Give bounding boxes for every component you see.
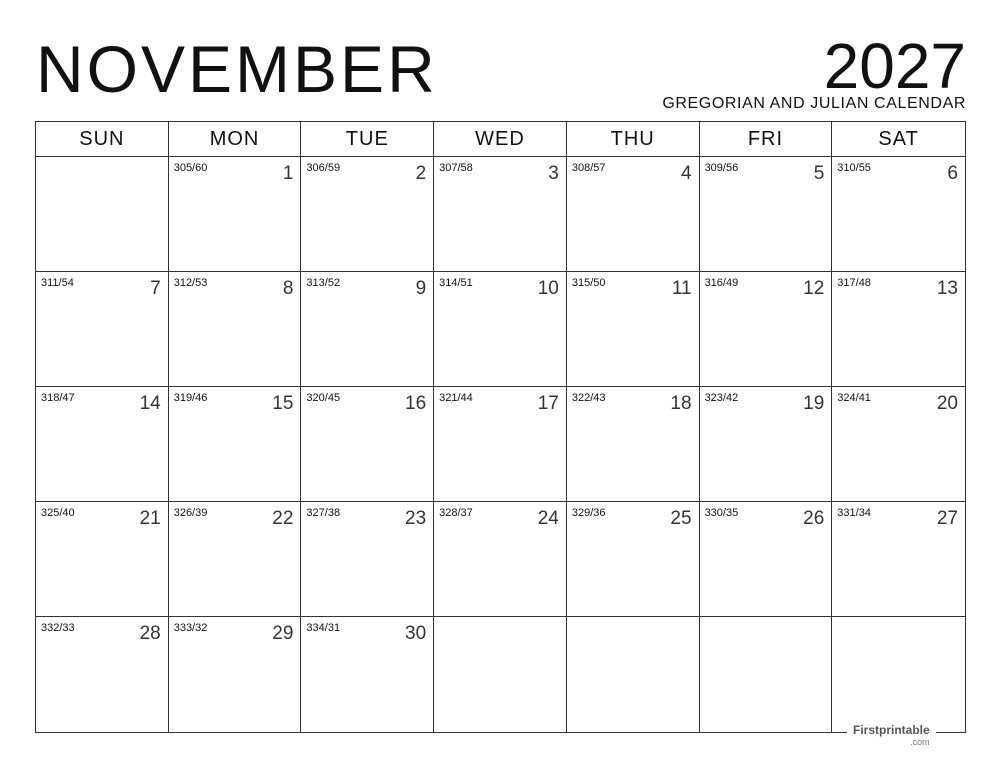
day-number: 2: [415, 163, 427, 184]
julian-day-label: 330/35: [704, 507, 739, 519]
day-cell: [700, 387, 833, 502]
day-cell: [301, 272, 434, 387]
day-cell: [36, 272, 169, 387]
day-number: 21: [139, 508, 161, 529]
day-cell: [301, 387, 434, 502]
julian-day-label: 312/53: [173, 277, 208, 289]
calendar-grid: [35, 121, 966, 733]
day-cell: [169, 157, 302, 272]
day-number: 11: [671, 278, 692, 299]
day-cell: [169, 502, 302, 617]
julian-day-label: 328/37: [439, 507, 473, 519]
brand-logo: [847, 724, 936, 748]
day-number: 24: [537, 508, 559, 529]
day-number: 19: [803, 393, 825, 414]
day-number: 7: [150, 278, 161, 299]
brand-name: Firstprintable: [853, 723, 930, 737]
year-title: 2027: [823, 30, 966, 102]
julian-day-label: 307/58: [439, 162, 473, 174]
julian-day-label: 332/33: [41, 622, 75, 634]
day-number: 25: [670, 508, 692, 529]
day-cell: [567, 387, 700, 502]
weekday-header: SAT: [832, 122, 965, 157]
julian-day-label: 322/43: [571, 392, 606, 404]
day-cell: [36, 502, 169, 617]
julian-day-label: 309/56: [704, 162, 739, 174]
day-number: 26: [803, 508, 825, 529]
julian-day-label: 334/31: [306, 622, 341, 634]
julian-day-label: 317/48: [837, 277, 871, 289]
weekday-header: WED: [434, 122, 567, 157]
day-number: 4: [680, 163, 692, 184]
day-cell: [567, 617, 700, 732]
day-cell: [832, 272, 965, 387]
day-cell: [832, 157, 965, 272]
day-number: 3: [548, 163, 559, 184]
day-cell: [169, 387, 302, 502]
day-number: 27: [936, 508, 958, 529]
julian-day-label: 305/60: [173, 162, 208, 174]
weekday-header: FRI: [700, 122, 833, 157]
day-cell: [700, 157, 833, 272]
day-number: 22: [272, 508, 294, 529]
day-cell: [700, 617, 833, 732]
day-cell: [36, 387, 169, 502]
julian-day-label: 308/57: [571, 162, 606, 174]
day-number: 9: [415, 278, 427, 299]
julian-day-label: 325/40: [41, 507, 75, 519]
julian-day-label: 316/49: [704, 277, 739, 289]
julian-day-label: 321/44: [439, 392, 473, 404]
day-cell: [567, 272, 700, 387]
day-cell: [301, 157, 434, 272]
day-number: 13: [936, 278, 958, 299]
month-title: NOVEMBER: [36, 32, 438, 106]
weekday-header: THU: [567, 122, 700, 157]
weekday-header: TUE: [301, 122, 434, 157]
day-number: 29: [272, 623, 294, 644]
weekday-header: MON: [169, 122, 302, 157]
julian-day-label: 318/47: [41, 392, 75, 404]
day-cell: [832, 617, 965, 732]
julian-day-label: 331/34: [837, 507, 871, 519]
day-cell: [567, 502, 700, 617]
day-cell: [301, 617, 434, 732]
day-number: 30: [405, 623, 427, 644]
day-number: 17: [537, 393, 559, 414]
day-cell: [169, 272, 302, 387]
day-number: 14: [139, 393, 161, 414]
day-cell: [434, 157, 567, 272]
day-cell: [567, 157, 700, 272]
julian-day-label: 314/51: [439, 277, 473, 289]
day-cell: [36, 617, 169, 732]
day-cell: [169, 617, 302, 732]
julian-day-label: 333/32: [173, 622, 208, 634]
day-cell: [832, 502, 965, 617]
julian-day-label: 320/45: [306, 392, 341, 404]
day-cell: [36, 157, 169, 272]
julian-day-label: 311/54: [41, 277, 74, 289]
day-cell: [434, 617, 567, 732]
day-number: 5: [813, 163, 825, 184]
julian-day-label: 306/59: [306, 162, 341, 174]
julian-day-label: 323/42: [704, 392, 739, 404]
julian-day-label: 313/52: [306, 277, 341, 289]
day-number: 23: [405, 508, 427, 529]
julian-day-label: 326/39: [173, 507, 208, 519]
calendar-subtitle: GREGORIAN AND JULIAN CALENDAR: [662, 95, 966, 112]
day-number: 20: [936, 393, 958, 414]
day-number: 1: [282, 163, 294, 184]
day-cell: [301, 502, 434, 617]
day-cell: [700, 272, 833, 387]
day-cell: [434, 272, 567, 387]
day-number: 18: [670, 393, 692, 414]
julian-day-label: 324/41: [837, 392, 871, 404]
weekday-header: SUN: [36, 122, 169, 157]
day-number: 8: [282, 278, 294, 299]
day-number: 6: [947, 163, 958, 184]
day-number: 12: [803, 278, 825, 299]
julian-day-label: 319/46: [173, 392, 208, 404]
julian-day-label: 329/36: [571, 507, 606, 519]
day-number: 10: [537, 278, 559, 299]
day-cell: [700, 502, 833, 617]
julian-day-label: 315/50: [571, 277, 606, 289]
julian-day-label: 327/38: [306, 507, 341, 519]
day-cell: [434, 387, 567, 502]
day-cell: [832, 387, 965, 502]
julian-day-label: 310/55: [837, 162, 871, 174]
day-number: 28: [139, 623, 161, 644]
day-number: 15: [272, 393, 294, 414]
brand-tld: .com: [910, 737, 930, 747]
day-number: 16: [405, 393, 427, 414]
day-cell: [434, 502, 567, 617]
